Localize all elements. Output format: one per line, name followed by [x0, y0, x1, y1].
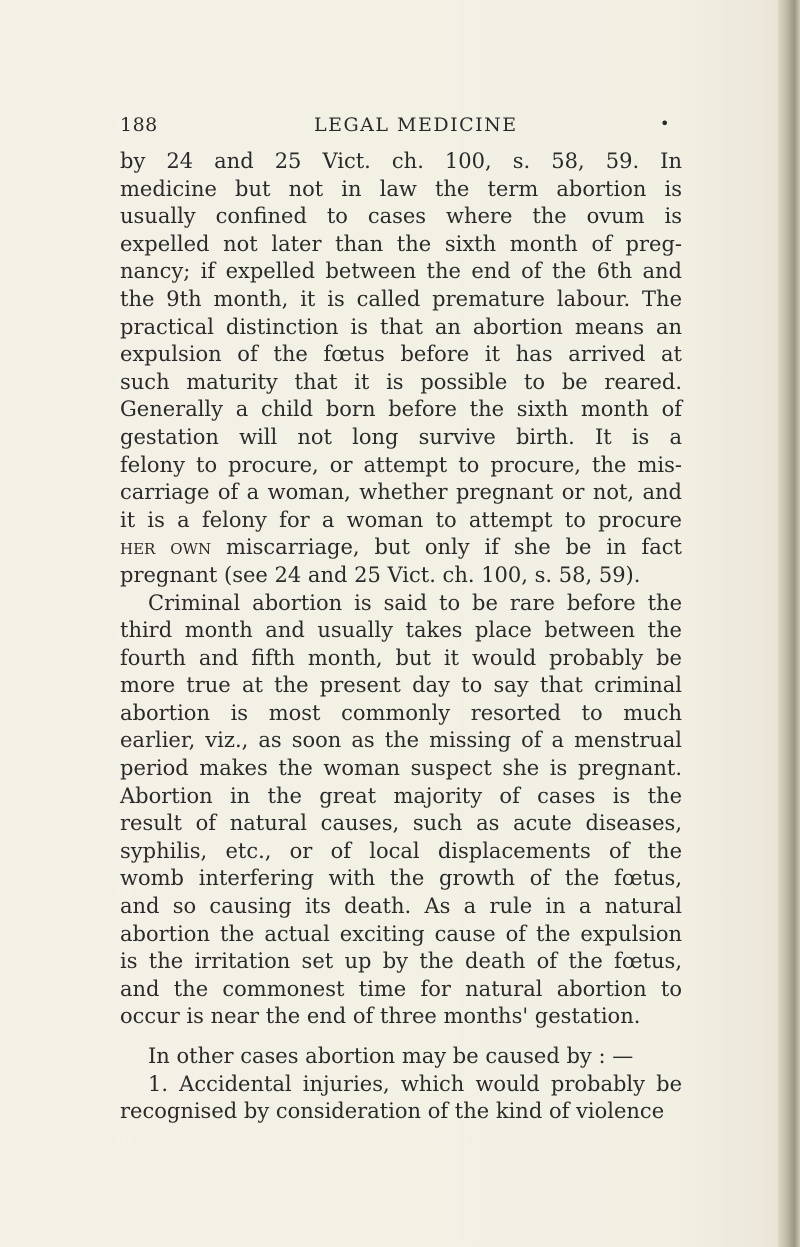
- text-line: it is a felony for a woman to attempt to procure: [120, 507, 682, 532]
- text-line: 1. Accidental injuries, which would probably be: [148, 1071, 682, 1096]
- paragraph-1: [120, 148, 682, 590]
- page-number: 188: [120, 114, 158, 136]
- text-line-with-smallcaps: [120, 534, 682, 562]
- text-line: abortion the actual exciting cause of the expulsion: [120, 921, 682, 946]
- text-line: felony to procure, or attempt to procure, the mis-: [120, 452, 682, 477]
- text-line: nancy; if expelled between the end of the 6th and: [120, 259, 682, 284]
- text-line: expelled not later than the sixth month of preg-: [120, 231, 682, 256]
- text-line: gestation will not long survive birth. It is a: [120, 424, 682, 449]
- text-line: Abortion in the great majority of cases is the: [120, 783, 682, 808]
- paragraph-4: [120, 1071, 682, 1126]
- page-edge-shadow: [778, 0, 800, 1247]
- paragraph-spacing: [120, 1031, 682, 1043]
- text-line: such maturity that it is possible to be reared.: [120, 369, 682, 394]
- text-line: more true at the present day to say that criminal: [120, 673, 682, 698]
- text-line: the 9th month, it is called premature labour. The: [120, 286, 682, 311]
- text-line: In other cases abortion may be caused by : —: [148, 1044, 634, 1068]
- text-line: medicine but not in law the term abortion is: [120, 176, 682, 201]
- text-line: occur is near the end of three months' gestation.: [120, 1004, 641, 1029]
- smallcaps-phrase: her own: [120, 535, 212, 560]
- text-line: by 24 and 25 Vict. ch. 100, s. 58, 59. In: [120, 149, 682, 173]
- text-line: abortion is most commonly resorted to much: [120, 700, 682, 725]
- text-line: womb interfering with the growth of the fœtus,: [120, 866, 682, 891]
- body-text: [120, 148, 682, 1126]
- text-line: and the commonest time for natural abortion to: [120, 976, 682, 1001]
- text-line: expulsion of the fœtus before it has arrived at: [120, 342, 682, 367]
- text-line: and so causing its death. As a rule in a natural: [120, 894, 682, 919]
- text-line: pregnant (see 24 and 25 Vict. ch. 100, s. 58, 59).: [120, 562, 641, 587]
- text-line: fourth and fifth month, but it would probably be: [120, 645, 682, 670]
- text-line: result of natural causes, such as acute diseases,: [120, 811, 682, 836]
- text-line: carriage of a woman, whether pregnant or not, and: [120, 480, 682, 505]
- text-line: practical distinction is that an abortion means an: [120, 314, 682, 339]
- text-line: syphilis, etc., or of local displacements of the: [120, 838, 682, 863]
- running-title: LEGAL MEDICINE: [314, 114, 518, 136]
- paragraph-3: [120, 1043, 682, 1071]
- text-line: period makes the woman suspect she is pregnant.: [120, 756, 682, 781]
- text-line: third month and usually takes place between the: [120, 618, 682, 643]
- header-ornament: •: [660, 114, 670, 133]
- text-line: usually confined to cases where the ovum is: [120, 204, 682, 229]
- text-line: Criminal abortion is said to be rare before the: [148, 590, 682, 615]
- text-line: Generally a child born before the sixth month of: [120, 397, 682, 422]
- text-line: recognised by consideration of the kind of violence: [120, 1099, 665, 1124]
- text-line: is the irritation set up by the death of the fœtus,: [120, 949, 682, 974]
- text-line: earlier, viz., as soon as the missing of a menstrual: [120, 728, 682, 753]
- page-header: [120, 114, 680, 146]
- paragraph-2: [120, 590, 682, 1032]
- text-fragment: miscarriage, but only if she be in fact: [211, 535, 682, 560]
